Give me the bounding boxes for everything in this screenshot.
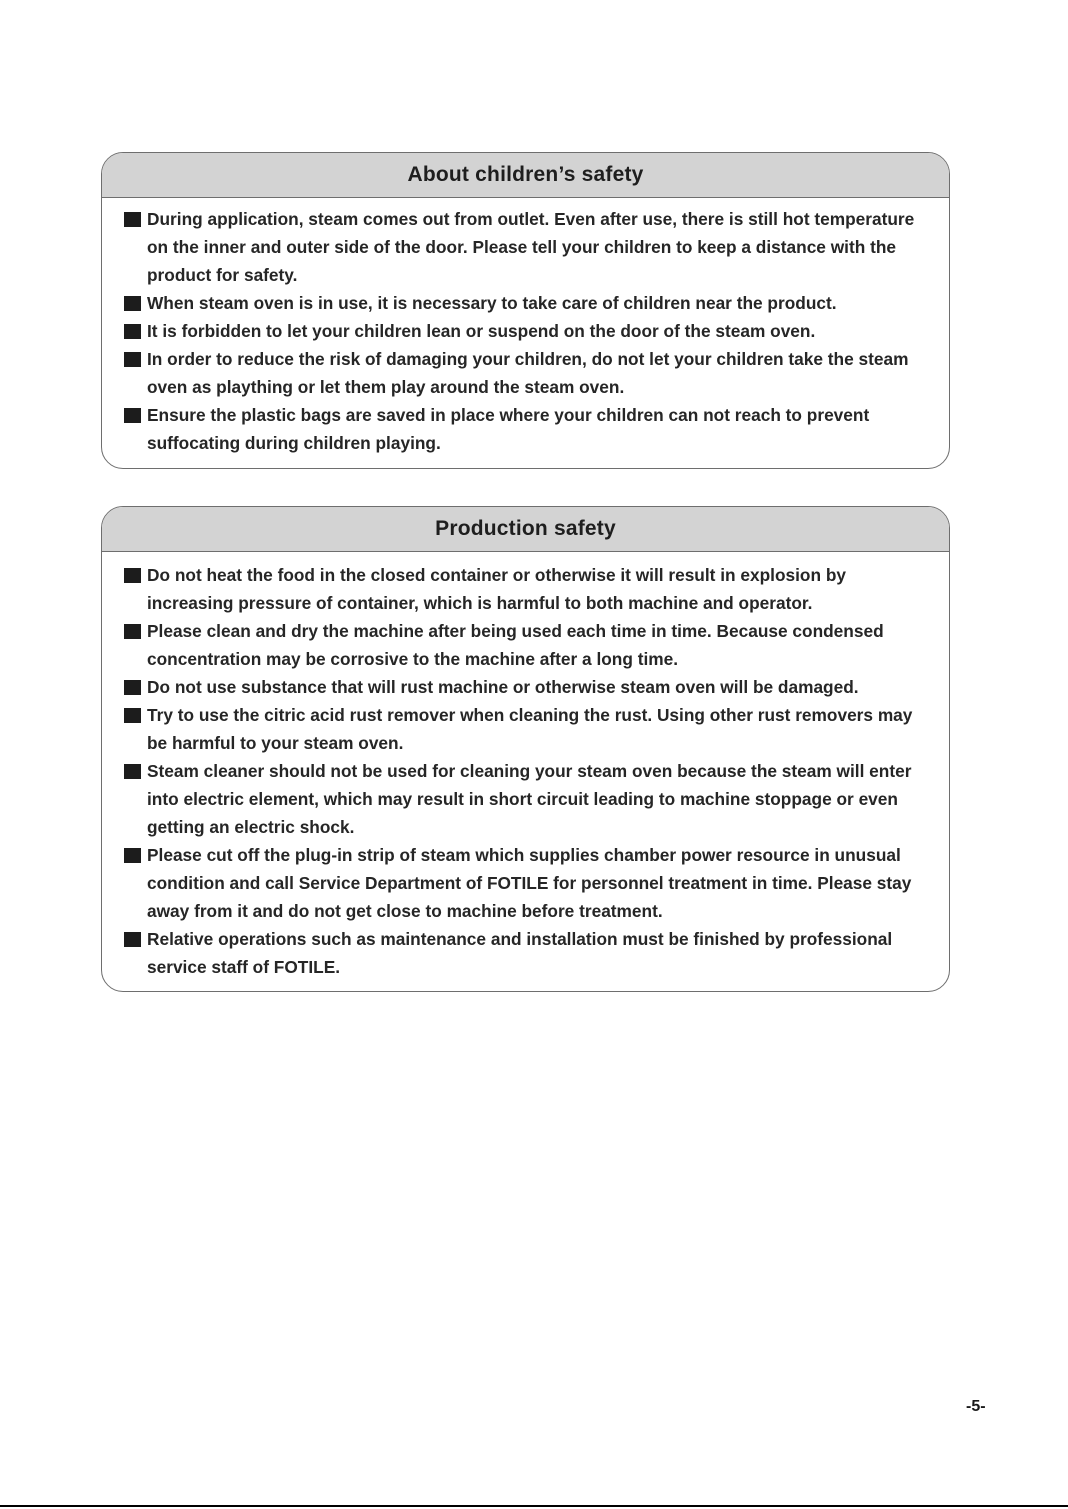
square-bullet-icon — [124, 624, 141, 639]
list-item — [102, 401, 935, 457]
square-bullet-icon — [124, 212, 141, 227]
list-item-text: In order to reduce the risk of damaging your children, do not let your children take the steam oven as plaything or let them play around the steam oven. — [147, 349, 909, 397]
list-item — [102, 617, 935, 673]
list-item — [102, 701, 935, 757]
production-safety-title: Production safety — [102, 507, 949, 552]
list-item-text: During application, steam comes out from outlet. Even after use, there is still hot temperature on the inner and outer side of the door. Please tell your children to keep a distance with the product for safety. — [147, 209, 915, 285]
list-item-text: It is forbidden to let your children lean or suspend on the door of the steam oven. — [147, 321, 816, 341]
list-item-text: When steam oven is in use, it is necessary to take care of children near the product. — [147, 293, 837, 313]
list-item — [102, 561, 935, 617]
list-item — [102, 289, 935, 317]
list-item-text: Try to use the citric acid rust remover when cleaning the rust. Using other rust removers may be harmful to your steam oven. — [147, 705, 913, 753]
square-bullet-icon — [124, 324, 141, 339]
square-bullet-icon — [124, 352, 141, 367]
list-item — [102, 205, 935, 289]
children-safety-title: About children’s safety — [102, 153, 949, 198]
production-safety-section — [101, 506, 950, 992]
list-item — [102, 345, 935, 401]
list-item-text: Ensure the plastic bags are saved in place where your children can not reach to prevent suffocating during children playing. — [147, 405, 870, 453]
list-item-text: Do not use substance that will rust machine or otherwise steam oven will be damaged. — [147, 677, 859, 697]
production-safety-list — [102, 552, 949, 981]
square-bullet-icon — [124, 932, 141, 947]
list-item-text: Please cut off the plug-in strip of steam which supplies chamber power resource in unusual condition and call Service Department of FOTILE for personnel treatment in time. Please stay away from it and do not get close to machine before treatment. — [147, 845, 912, 921]
list-item — [102, 757, 935, 841]
list-item-text: Please clean and dry the machine after being used each time in time. Because condensed concentration may be corrosive to the machine after a long time. — [147, 621, 884, 669]
list-item-text: Relative operations such as maintenance and installation must be finished by professional service staff of FOTILE. — [147, 929, 893, 977]
square-bullet-icon — [124, 848, 141, 863]
list-item — [102, 673, 935, 701]
square-bullet-icon — [124, 708, 141, 723]
square-bullet-icon — [124, 680, 141, 695]
list-item — [102, 925, 935, 981]
page-number: -5- — [966, 1398, 986, 1415]
list-item-text: Steam cleaner should not be used for cleaning your steam oven because the steam will enter into electric element, which may result in short circuit leading to machine stoppage or even getting an electric shock. — [147, 761, 912, 837]
list-item-text: Do not heat the food in the closed container or otherwise it will result in explosion by increasing pressure of container, which is harmful to both machine and operator. — [147, 565, 847, 613]
children-safety-list — [102, 198, 949, 457]
square-bullet-icon — [124, 296, 141, 311]
list-item — [102, 841, 935, 925]
children-safety-section — [101, 152, 950, 469]
square-bullet-icon — [124, 568, 141, 583]
list-item — [102, 317, 935, 345]
square-bullet-icon — [124, 764, 141, 779]
bottom-rule — [0, 1505, 1068, 1507]
square-bullet-icon — [124, 408, 141, 423]
